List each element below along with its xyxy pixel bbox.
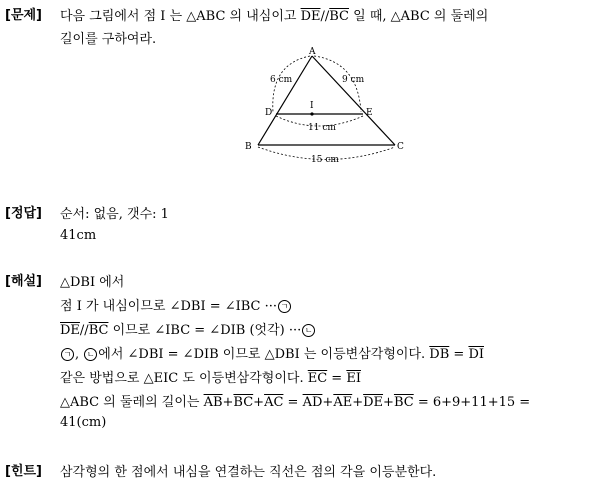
explanation-line6: △ABC 의 둘레의 길이는 $\overline{AB}+\overline{BC}+\overline{AC} = \overline{AD}+\overline{AE}+\overline{DE}+\overline{BC} = 6+9+11+15$ = bbox=[60, 395, 531, 410]
problem-label: [문제] bbox=[5, 8, 42, 23]
explanation-label: [해설] bbox=[5, 274, 42, 289]
explanation-line4: ㄱ , ㄴ 에서 ∠DBI = ∠DIB 이므로 △DBI 는 이등변삼각형이다. $\overline{DB} = \overline{DI}$ bbox=[60, 343, 484, 362]
answer-order-count: 순서: 없음, 갯수: 1 bbox=[60, 207, 169, 222]
length-ae-label: 9 cm bbox=[342, 75, 365, 85]
circled-mark-1: ㄱ bbox=[278, 300, 291, 313]
circled-mark-2-ref: ㄴ bbox=[84, 348, 97, 361]
explanation-line3: $\overline{DE}//\overline{BC}$ 이므로 ∠IBC = ∠DIB (엇각) ··· ㄴ bbox=[60, 319, 316, 338]
circled-mark-1-ref: ㄱ bbox=[61, 348, 74, 361]
length-bc-label: 15 cm bbox=[311, 155, 339, 165]
explanation-line1: △DBI 에서 bbox=[60, 275, 125, 290]
length-de-label: 11 cm bbox=[308, 123, 336, 133]
problem-text-line1: 다음 그림에서 점 I 는 △ABC 의 내심이고 $\overline{DE}//\overline{BC}$ 일 때, △ABC 의 둘레의 bbox=[60, 9, 489, 24]
explanation-line2: 점 I 가 내심이므로 ∠DBI = ∠IBC ··· ㄱ bbox=[60, 295, 292, 314]
answer-label: [정답] bbox=[5, 206, 42, 221]
answer-value: 41cm bbox=[60, 228, 97, 243]
vertex-c-label: C bbox=[397, 142, 404, 152]
vertex-e-label: E bbox=[366, 108, 373, 118]
hint-label: [힌트] bbox=[5, 464, 42, 479]
explanation-line7: 41(cm) bbox=[60, 415, 107, 430]
vertex-b-label: B bbox=[245, 142, 252, 152]
hint-text: 삼각형의 한 점에서 내심을 연결하는 직선은 점의 각을 이등분한다. bbox=[60, 465, 437, 480]
circled-mark-2: ㄴ bbox=[302, 324, 315, 337]
length-ad-label: 6 cm bbox=[270, 75, 293, 85]
explanation-line5: 같은 방법으로 △EIC 도 이등변삼각형이다. $\overline{EC} = \overline{EI}$ bbox=[60, 371, 361, 386]
problem-text-line2: 길이를 구하여라. bbox=[60, 32, 157, 47]
vertex-d-label: D bbox=[265, 108, 273, 118]
vertex-a-label: A bbox=[309, 47, 316, 57]
triangle-figure bbox=[240, 44, 410, 169]
incenter-label: I bbox=[310, 101, 314, 111]
